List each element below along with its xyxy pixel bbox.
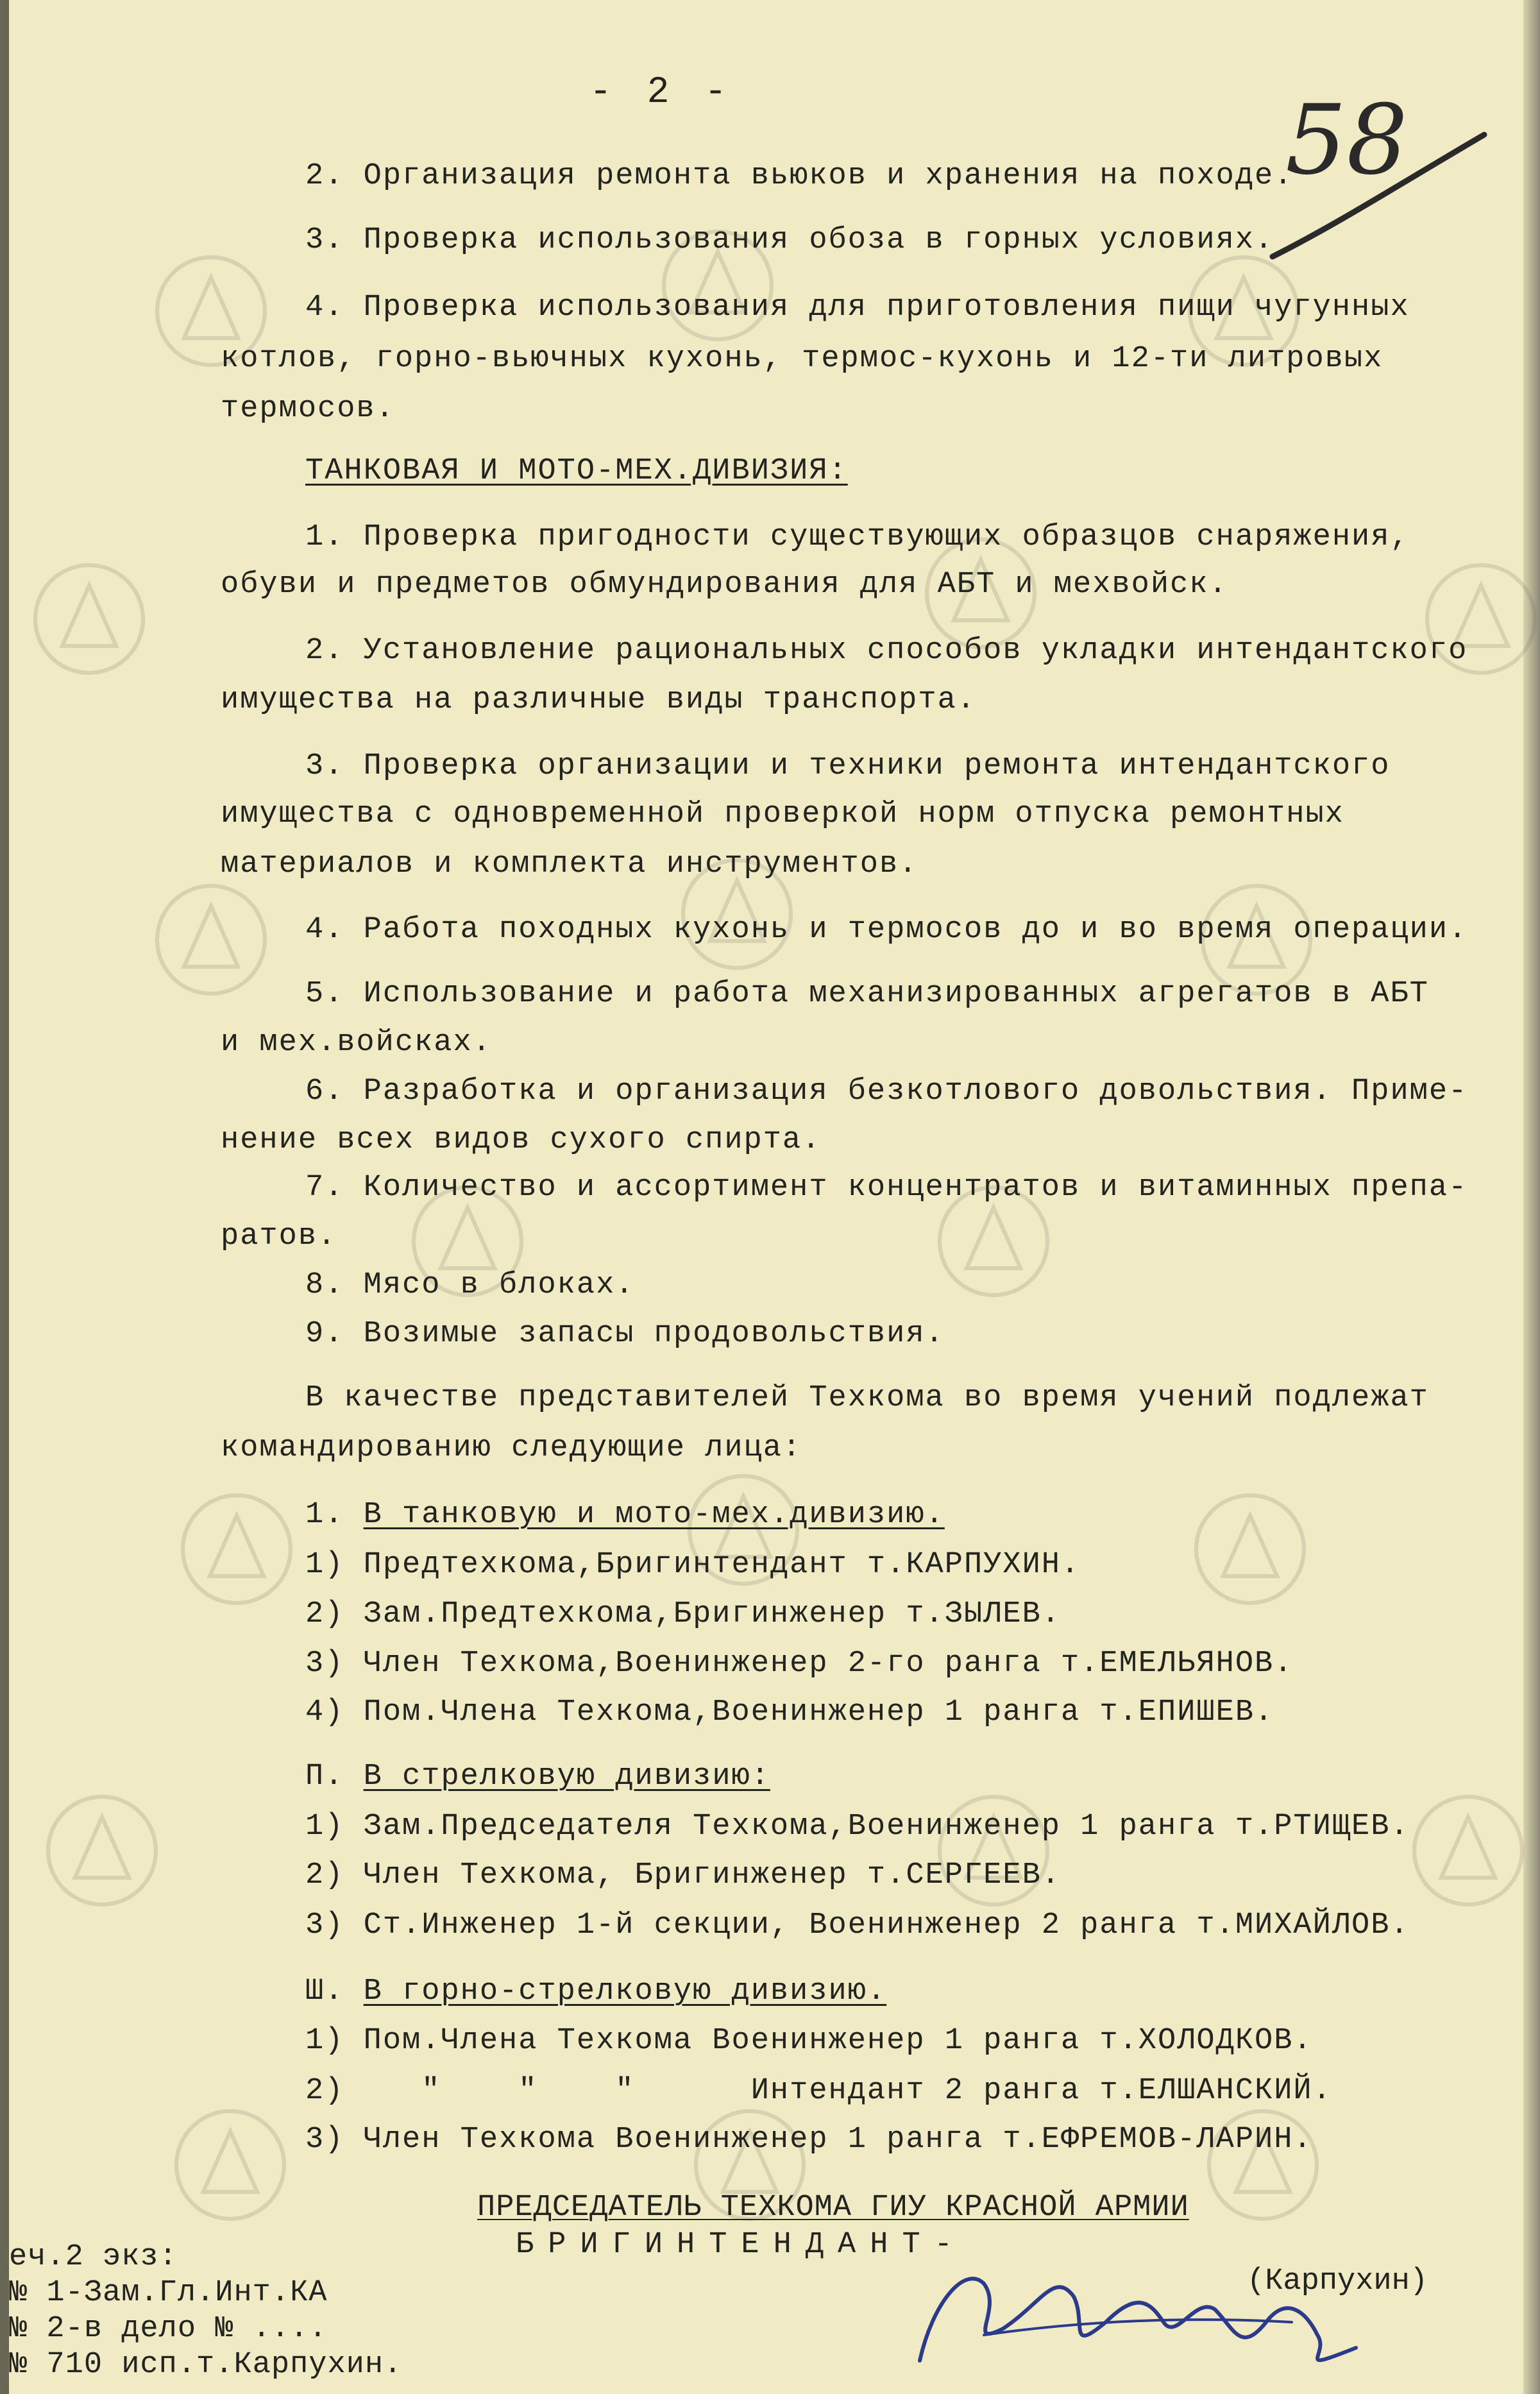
- mount-item-4-line-3: термосов.: [221, 392, 395, 426]
- tank-line-11: 6. Разработка и организация безкотлового довольствия. Приме-: [305, 1074, 1468, 1108]
- tank-line-2: обуви и предметов обмундирования для АБТ и мехвойск.: [221, 568, 1228, 602]
- group-1-member-3: 3) Член Техкома,Военинженер 2-го ранга т.ЕМЕЛЬЯНОВ.: [305, 1647, 1294, 1681]
- group-3-title: В горно-стрелковую дивизию.: [363, 1974, 887, 2008]
- tank-line-10: и мех.войсках.: [221, 1026, 492, 1060]
- handwritten-folio-number: [1266, 51, 1497, 282]
- group-2-title: В стрелковую дивизию:: [363, 1760, 770, 1794]
- group-1-title: В танковую и мото-мех.дивизию.: [363, 1498, 945, 1532]
- tank-line-5: 3. Проверка организации и техники ремонта интендантского: [305, 749, 1391, 783]
- intro-line-1: В качестве представителей Техкома во время учений подлежат: [305, 1381, 1429, 1415]
- signatory-name: (Карпухин): [1247, 2264, 1428, 2298]
- group-2-number: П.: [305, 1760, 344, 1794]
- signatory-title: ПРЕДСЕДАТЕЛЬ ТЕХКОМА ГИУ КРАСНОЙ АРМИИ: [477, 2191, 1189, 2225]
- intro-line-2: командированию следующие лица:: [221, 1431, 802, 1465]
- group-3-number: Ш.: [305, 1974, 344, 2008]
- group-2-member-2: 2) Член Техкома, Бригинженер т.СЕРГЕЕВ.: [305, 1858, 1061, 1892]
- group-3-heading: [305, 1973, 886, 2011]
- archive-watermark-icon: [926, 1783, 1061, 1918]
- tank-line-3: 2. Установление рациональных способов укладки интендантского: [305, 634, 1468, 668]
- handwritten-signature: [907, 2226, 1369, 2380]
- document-sheet: [9, 0, 1523, 2394]
- group-1-heading: [305, 1496, 945, 1534]
- tank-line-1: 1. Проверка пригодности существующих образцов снаряжения,: [305, 520, 1410, 554]
- group-1-member-2: 2) Зам.Предтехкома,Бригинженер т.ЗЫЛЕВ.: [305, 1597, 1061, 1631]
- signatory-rank: БРИГИНТЕНДАНТ-: [516, 2228, 967, 2262]
- tank-line-12: нение всех видов сухого спирта.: [221, 1123, 822, 1157]
- distribution-line-2: № 1-Зам.Гл.Инт.КА: [9, 2276, 328, 2310]
- group-1-member-4: 4) Пом.Члена Техкома,Военинженер 1 ранга т.ЕПИШЕВ.: [305, 1695, 1274, 1729]
- tank-line-7: материалов и комплекта инструментов.: [221, 847, 918, 881]
- folio-number-text: 58: [1285, 85, 1408, 196]
- group-1-number: 1.: [305, 1498, 344, 1532]
- tank-line-6: имущества с одновременной проверкой норм отпуска ремонтных: [221, 797, 1344, 831]
- tank-line-9: 5. Использование и работа механизированных агрегатов в АБТ: [305, 977, 1429, 1011]
- group-1-member-1: 1) Предтехкома,Бригинтендант т.КАРПУХИН.: [305, 1548, 1081, 1582]
- scan-edge-right: [1523, 0, 1540, 2394]
- group-3-member-1: 1) Пом.Члена Техкома Военинженер 1 ранга т.ХОЛОДКОВ.: [305, 2024, 1313, 2058]
- distribution-line-1: еч.2 экз:: [9, 2240, 178, 2274]
- distribution-line-3: № 2-в дело № ....: [9, 2312, 328, 2346]
- group-2-heading: [305, 1758, 770, 1796]
- group-3-member-3: 3) Член Техкома Военинженер 1 ранга т.ЕФРЕМОВ-ЛАРИН.: [305, 2123, 1313, 2157]
- distribution-line-4: № 710 исп.т.Карпухин.: [9, 2348, 403, 2382]
- tank-line-16: 9. Возимые запасы продовольствия.: [305, 1317, 945, 1351]
- tank-line-15: 8. Мясо в блоках.: [305, 1268, 635, 1302]
- archive-watermark-icon: [1401, 1783, 1536, 1918]
- tank-line-8: 4. Работа походных кухонь и термосов до и во время операции.: [305, 913, 1468, 947]
- tank-line-14: ратов.: [221, 1219, 337, 1253]
- archive-watermark-icon: [169, 1482, 304, 1617]
- archive-watermark-icon: [163, 2098, 298, 2232]
- group-3-member-2: 2) " " " Интендант 2 ранга т.ЕЛШАНСКИЙ.: [305, 2074, 1332, 2108]
- group-2-member-3: 3) Ст.Инженер 1-й секции, Военинженер 2 ранга т.МИХАЙЛОВ.: [305, 1908, 1410, 1942]
- tank-line-4: имущества на различные виды транспорта.: [221, 683, 976, 717]
- tank-line-13: 7. Количество и ассортимент концентратов и витаминных препа-: [305, 1171, 1468, 1205]
- page-number: - 2 -: [589, 72, 734, 114]
- archive-watermark-icon: [22, 552, 157, 686]
- tank-section-heading: ТАНКОВАЯ И МОТО-МЕХ.ДИВИЗИЯ:: [305, 454, 848, 488]
- mount-item-4-line-1: 4. Проверка использования для приготовления пищи чугунных: [305, 291, 1410, 325]
- archive-watermark-icon: [1196, 2098, 1330, 2232]
- mount-item-2: 2. Организация ремонта вьюков и хранения на походе.: [305, 159, 1294, 193]
- group-2-member-1: 1) Зам.Председателя Техкома,Военинженер 1 ранга т.РТИЩЕВ.: [305, 1810, 1410, 1844]
- mount-item-4-line-2: котлов, горно-вьючных кухонь, термос-кухонь и 12-ти литровых: [221, 342, 1383, 376]
- archive-watermark-icon: [35, 1783, 169, 1918]
- archive-watermark-icon: [1183, 1482, 1317, 1617]
- scan-edge-left: [0, 0, 9, 2394]
- mount-item-3: 3. Проверка использования обоза в горных условиях.: [305, 223, 1274, 257]
- archive-watermark-icon: [144, 872, 278, 1007]
